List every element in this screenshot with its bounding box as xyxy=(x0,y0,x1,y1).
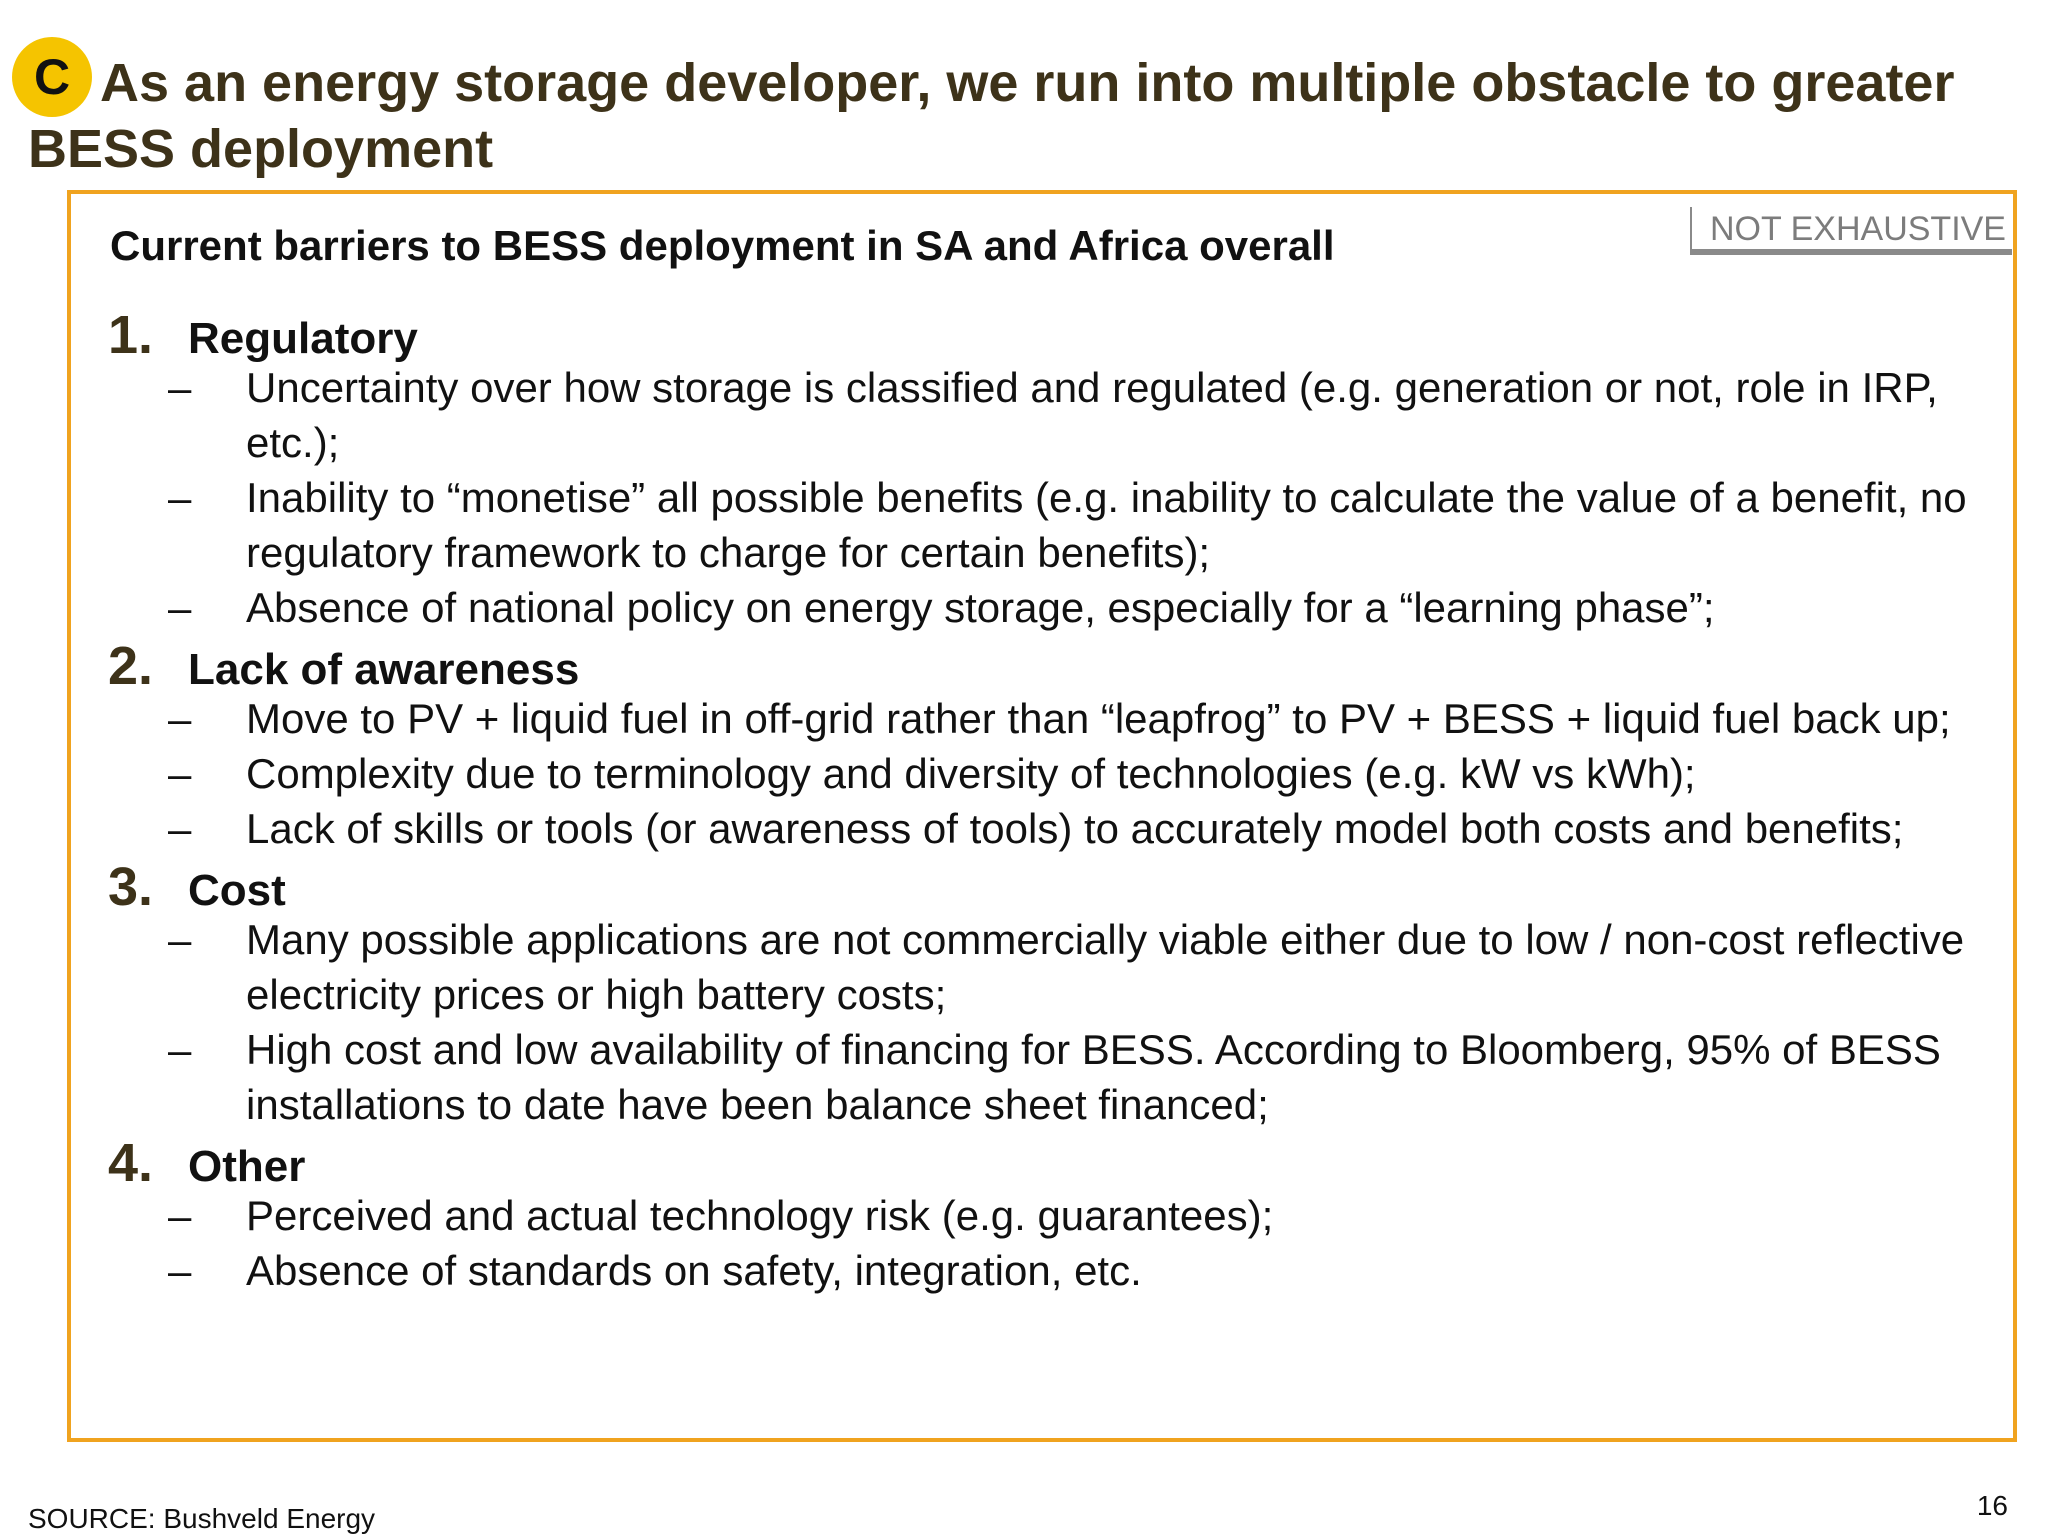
barrier-section-cost xyxy=(108,856,1998,1132)
list-item-text: Many possible applications are not commercially viable either due to low / non-cost reflective electricity prices or high battery costs; xyxy=(246,916,1965,1018)
dash-bullet: – xyxy=(168,1026,192,1073)
list-item xyxy=(108,746,1998,801)
dash-bullet: – xyxy=(168,1192,192,1239)
list-item xyxy=(108,691,1998,746)
list-item xyxy=(108,360,1998,470)
list-item-text: Inability to “monetise” all possible benefits (e.g. inability to calculate the value of a benefit, no regulatory framework to charge for certain benefits); xyxy=(246,474,1967,576)
barrier-list xyxy=(108,304,1998,1298)
list-item-text: Lack of skills or tools (or awareness of tools) to accurately model both costs and benefits; xyxy=(246,805,1904,852)
dash-bullet: – xyxy=(168,364,192,411)
list-item xyxy=(108,470,1998,580)
list-item-text: Perceived and actual technology risk (e.g. guarantees); xyxy=(246,1192,1274,1239)
section-label: Other xyxy=(188,1142,306,1191)
list-item-text: Move to PV + liquid fuel in off-grid rather than “leapfrog” to PV + BESS + liquid fuel back up; xyxy=(246,695,1951,742)
list-item-text: High cost and low availability of financing for BESS. According to Bloomberg, 95% of BESS installations to date have been balance sheet financed; xyxy=(246,1026,1941,1128)
page-title: As an energy storage developer, we run into multiple obstacle to greater BESS deployment xyxy=(28,53,1955,179)
list-item-text: Complexity due to terminology and diversity of technologies (e.g. kW vs kWh); xyxy=(246,750,1696,797)
list-item xyxy=(108,912,1998,1022)
section-badge-letter: C xyxy=(33,49,71,105)
source-note: SOURCE: Bushveld Energy xyxy=(28,1503,376,1534)
dash-bullet: – xyxy=(168,750,192,797)
section-heading xyxy=(108,304,1998,365)
dash-bullet: – xyxy=(168,584,192,631)
list-item xyxy=(108,580,1998,635)
page-number: 16 xyxy=(1976,1490,2008,1521)
section-label: Lack of awareness xyxy=(188,645,580,694)
dash-bullet: – xyxy=(168,805,192,852)
section-heading xyxy=(108,856,1998,917)
content-subtitle: Current barriers to BESS deployment in SA and Africa overall xyxy=(110,222,1335,269)
barrier-section-other xyxy=(108,1132,1998,1298)
dash-bullet: – xyxy=(168,474,192,521)
not-exhaustive-tag: NOT EXHAUSTIVE xyxy=(1690,207,2012,255)
section-number: 1. xyxy=(108,305,154,365)
section-label: Regulatory xyxy=(188,314,418,363)
section-heading xyxy=(108,1132,1998,1193)
section-label: Cost xyxy=(188,866,286,915)
list-item xyxy=(108,801,1998,856)
list-item-text: Absence of national policy on energy storage, especially for a “learning phase”; xyxy=(246,584,1715,631)
list-item xyxy=(108,1243,1998,1298)
dash-bullet: – xyxy=(168,695,192,742)
list-item-text: Absence of standards on safety, integration, etc. xyxy=(246,1247,1142,1294)
list-item xyxy=(108,1022,1998,1132)
list-item-text: Uncertainty over how storage is classified and regulated (e.g. generation or not, role in IRP, etc.); xyxy=(246,364,1938,466)
list-item xyxy=(108,1188,1998,1243)
section-number: 2. xyxy=(108,636,154,696)
barrier-section-awareness xyxy=(108,635,1998,856)
dash-bullet: – xyxy=(168,1247,192,1294)
section-number: 3. xyxy=(108,857,154,917)
dash-bullet: – xyxy=(168,916,192,963)
section-heading xyxy=(108,635,1998,696)
barrier-section-regulatory xyxy=(108,304,1998,635)
section-number: 4. xyxy=(108,1133,154,1193)
